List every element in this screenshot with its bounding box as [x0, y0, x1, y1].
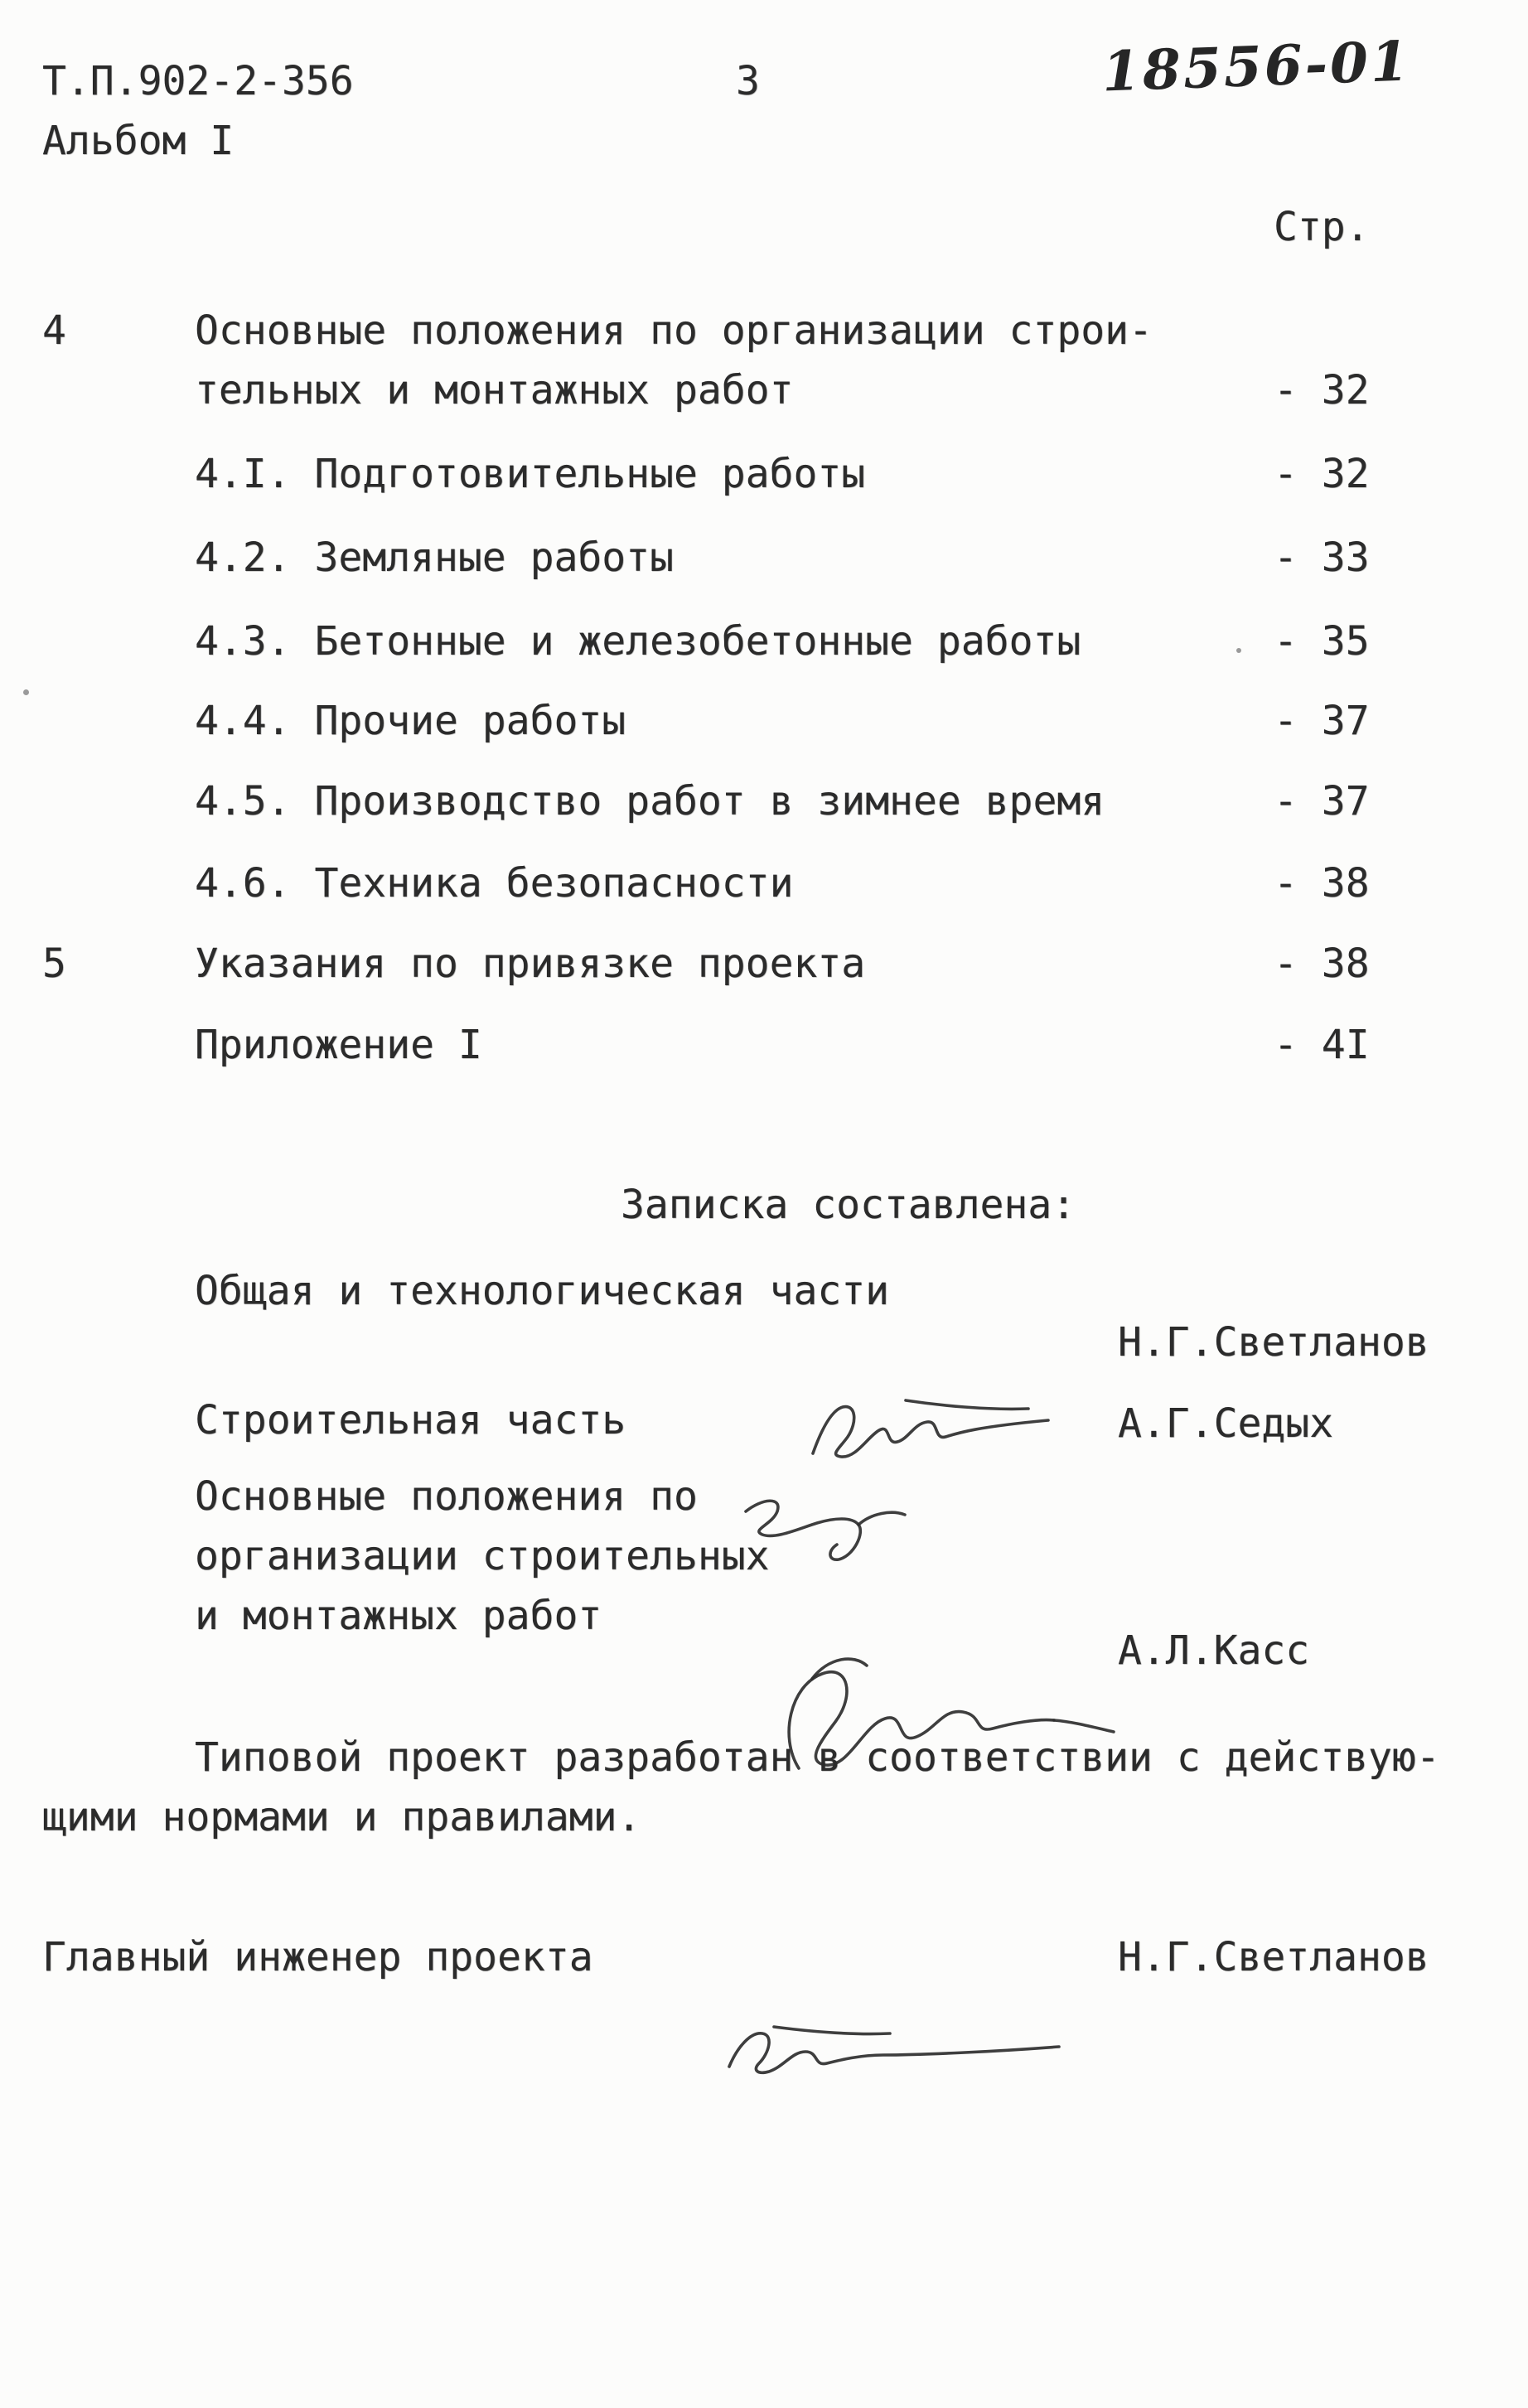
compiled-entry-label: и монтажных работ — [195, 1593, 602, 1639]
toc-item-page: - 33 — [1274, 534, 1370, 581]
page-column-header: Стр. — [1274, 204, 1370, 250]
toc-item-page: - 38 — [1274, 940, 1370, 987]
compiled-entry-label: Основные положения по — [195, 1473, 698, 1520]
footer-role-label: Главный инженер проекта — [42, 1934, 593, 1980]
toc-item-title: Указания по привязке проекта — [195, 940, 866, 987]
compiled-entry-label: Строительная часть — [195, 1397, 626, 1443]
toc-item-page: - 35 — [1274, 618, 1370, 665]
toc-item-title: 4.3. Бетонные и железобетонные работы — [195, 618, 1081, 665]
footer-name: Н.Г.Светланов — [1118, 1934, 1429, 1980]
handwritten-code: 18556-01 — [1100, 28, 1413, 104]
toc-item-page: - 38 — [1274, 860, 1370, 907]
toc-section-number: 5 — [42, 940, 66, 987]
compiled-entry-name: Н.Г.Светланов — [1118, 1319, 1429, 1366]
toc-item-title: Основные положения по организации строи- — [195, 307, 1153, 354]
signature-svetlanov-2 — [721, 1899, 1069, 2204]
body-paragraph-line: щими нормами и правилами. — [42, 1794, 641, 1840]
doc-code: Т.П.902-2-356 — [42, 58, 354, 104]
toc-item-page: - 32 — [1274, 451, 1370, 497]
compiled-entry-name: А.Л.Касс — [1118, 1627, 1310, 1674]
page-number: 3 — [736, 58, 760, 104]
toc-item-title: 4.5. Производство работ в зимнее время — [195, 778, 1105, 824]
body-paragraph-line: Типовой проект разработан в соответствии с действую- — [195, 1734, 1440, 1781]
toc-section-number: 4 — [42, 307, 66, 354]
toc-item-title: тельных и монтажных работ — [195, 367, 794, 413]
toc-item-title: 4.2. Земляные работы — [195, 534, 674, 581]
compiled-heading: Записка составлена: — [621, 1182, 1076, 1228]
compiled-entry-label: организации строительных — [195, 1533, 770, 1579]
toc-item-title: 4.4. Прочие работы — [195, 698, 626, 744]
compiled-entry-label: Общая и технологическая части — [195, 1268, 890, 1314]
toc-item-title: 4.6. Техника безопасности — [195, 860, 794, 907]
scan-speck — [1236, 648, 1241, 653]
toc-item-page: - 37 — [1274, 698, 1370, 744]
scan-speck — [23, 689, 29, 695]
toc-item-title: Приложение I — [195, 1022, 482, 1068]
toc-item-title: 4.I. Подготовительные работы — [195, 451, 866, 497]
toc-item-page: - 32 — [1274, 367, 1370, 413]
toc-item-page: - 4I — [1274, 1022, 1370, 1068]
compiled-entry-name: А.Г.Седых — [1118, 1400, 1334, 1447]
toc-item-page: - 37 — [1274, 778, 1370, 824]
signature-kass — [762, 1526, 1119, 1914]
album-label: Альбом I — [42, 118, 235, 164]
